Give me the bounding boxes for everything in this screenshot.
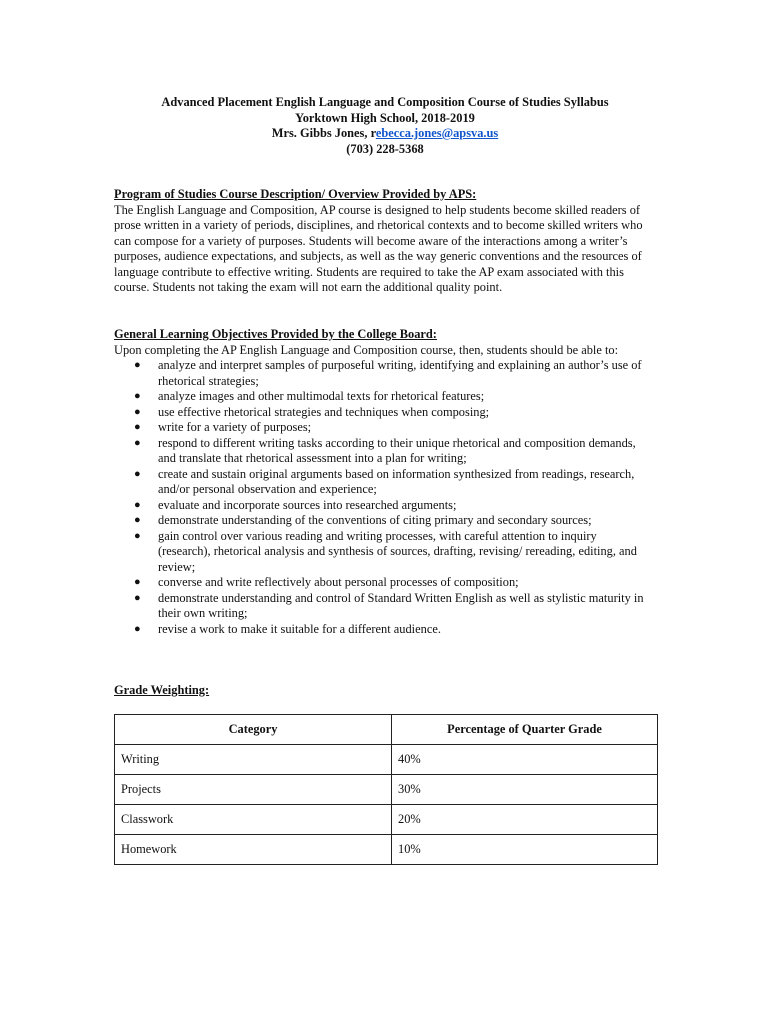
grade-weighting-heading: Grade Weighting: xyxy=(114,683,210,697)
course-description-heading: Program of Studies Course Description/ Overview Provided by APS: xyxy=(114,187,477,201)
objective-text-line: and/or personal observation and experience; xyxy=(158,482,377,496)
teacher-line xyxy=(0,126,770,142)
category-cell: Writing xyxy=(115,745,392,775)
bullet-icon: ● xyxy=(134,421,141,433)
table-row xyxy=(115,805,658,835)
learning-objectives-section xyxy=(114,327,656,637)
objectives-list xyxy=(114,358,656,637)
bullet-icon: ● xyxy=(134,436,141,449)
category-cell: Homework xyxy=(115,835,392,865)
bullet-icon: ● xyxy=(134,591,141,604)
bullet-icon: ● xyxy=(134,514,141,526)
objective-item xyxy=(114,358,656,389)
bullet-icon: ● xyxy=(134,622,141,635)
phone-number: (703) 228-5368 xyxy=(346,141,424,156)
objective-text-line: gain control over various reading and writing processes, with careful attention to inquiry xyxy=(158,528,597,543)
description-line: language contribute to effective writing. Students are required to take the AP exam associated with this xyxy=(114,264,624,279)
percentage-cell: 30% xyxy=(392,775,658,805)
objective-text-line: demonstrate understanding of the conventions of citing primary and secondary sources; xyxy=(158,513,592,527)
syllabus-title: Advanced Placement English Language and Composition Course of Studies Syllabus xyxy=(161,95,609,109)
grade-table-body xyxy=(115,745,658,865)
bullet-icon: ● xyxy=(134,576,141,588)
bullet-icon: ● xyxy=(134,390,141,402)
objective-item xyxy=(114,591,656,622)
description-line: can compose for a variety of purposes. Students will become aware of the interactions among a writer’s xyxy=(114,233,628,248)
teacher-name: Mrs. Gibbs Jones, r xyxy=(271,126,376,140)
objective-text-line: respond to different writing tasks according to their unique rhetorical and composition demands, xyxy=(158,435,636,450)
table-row xyxy=(115,775,658,805)
objective-item xyxy=(114,529,656,576)
column-header-percentage: Percentage of Quarter Grade xyxy=(392,715,658,745)
school-line: Yorktown High School, 2018-2019 xyxy=(295,110,475,125)
objective-text-line: use effective rhetorical strategies and techniques when composing; xyxy=(158,404,490,419)
syllabus-header xyxy=(0,95,770,157)
objective-text-line: analyze and interpret samples of purposeful writing, identifying and explaining an author’s use of xyxy=(158,358,642,372)
objective-item xyxy=(114,467,656,498)
objective-text-line: their own writing; xyxy=(158,606,248,620)
objective-text-line: analyze images and other multimodal texts for rhetorical features; xyxy=(158,389,485,403)
table-row xyxy=(115,745,658,775)
column-header-category: Category xyxy=(115,715,392,745)
description-line: purposes, audience expectations, and subjects, as well as the way generic conventions and the resources of xyxy=(114,249,642,263)
grade-weighting-table xyxy=(114,714,658,865)
objective-item xyxy=(114,420,656,436)
learning-objectives-heading: General Learning Objectives Provided by the College Board: xyxy=(114,327,437,341)
objective-item xyxy=(114,436,656,467)
bullet-icon: ● xyxy=(134,405,141,418)
table-header-row xyxy=(115,715,658,745)
percentage-cell: 10% xyxy=(392,835,658,865)
objective-item xyxy=(114,622,656,638)
grade-weighting-section xyxy=(114,683,656,699)
objective-text-line: and translate that rhetorical assessment into a plan for writing; xyxy=(158,451,467,465)
bullet-icon: ● xyxy=(134,467,141,480)
bullet-icon: ● xyxy=(134,529,141,542)
objective-text-line: evaluate and incorporate sources into researched arguments; xyxy=(158,497,457,512)
objective-item xyxy=(114,498,656,514)
objective-item xyxy=(114,389,656,405)
percentage-cell: 20% xyxy=(392,805,658,835)
objective-text-line: converse and write reflectively about personal processes of composition; xyxy=(158,575,519,589)
category-cell: Projects xyxy=(115,775,392,805)
objective-text-line: demonstrate understanding and control of Standard Written English as well as stylistic maturity in xyxy=(158,590,644,605)
objective-item xyxy=(114,513,656,529)
objective-text-line: (research), rhetorical analysis and synthesis of sources, drafting, revising/ rereading, editing, and xyxy=(158,544,637,558)
description-line: prose written in a variety of periods, disciplines, and rhetorical contexts and to become skilled writers who xyxy=(114,218,643,232)
objective-item xyxy=(114,575,656,591)
percentage-cell: 40% xyxy=(392,745,658,775)
objective-item xyxy=(114,405,656,421)
table-row xyxy=(115,835,658,865)
learning-objectives-intro: Upon completing the AP English Language and Composition course, then, students should be able to: xyxy=(114,342,619,357)
category-cell: Classwork xyxy=(115,805,392,835)
bullet-icon: ● xyxy=(134,498,141,511)
bullet-icon: ● xyxy=(134,359,141,371)
description-line: course. Students not taking the exam will not earn the additional quality point. xyxy=(114,280,503,294)
objective-text-line: revise a work to make it suitable for a different audience. xyxy=(158,621,441,636)
teacher-email-link[interactable]: ebecca.jones@apsva.us xyxy=(375,126,499,140)
objective-text-line: rhetorical strategies; xyxy=(158,373,259,388)
course-description-section xyxy=(114,187,656,296)
objective-text-line: create and sustain original arguments based on information synthesized from readings, research, xyxy=(158,466,635,481)
course-description-text xyxy=(114,203,656,296)
description-line: The English Language and Composition, AP course is designed to help students become skilled readers of xyxy=(114,202,641,217)
objective-text-line: write for a variety of purposes; xyxy=(158,420,312,434)
objective-text-line: review; xyxy=(158,559,196,574)
